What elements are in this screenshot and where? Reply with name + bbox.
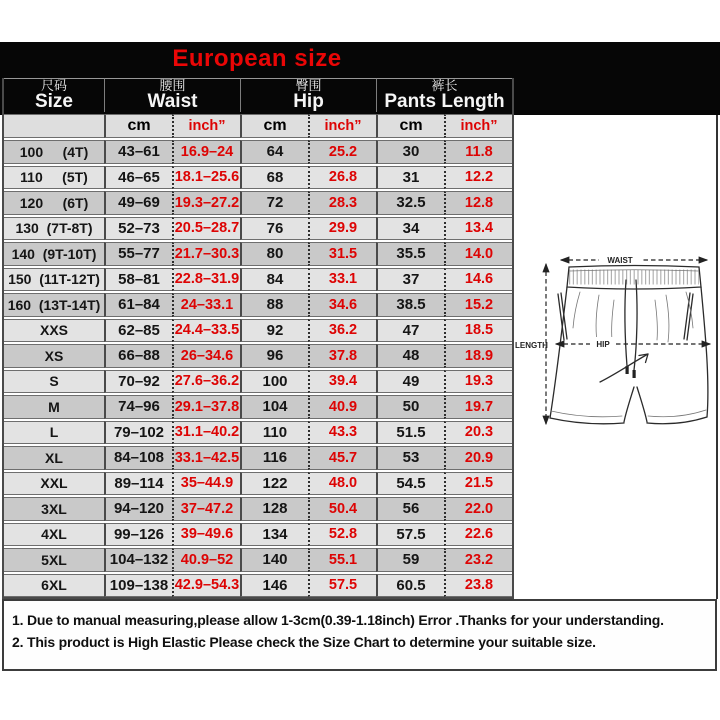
cell-waist_in: 19.3–27.2 (172, 191, 240, 215)
cell-len_cm: 37 (376, 268, 444, 292)
cell-hip_cm: 146 (240, 574, 308, 598)
cell-hip_cm: 80 (240, 242, 308, 266)
cell-hip_in: 43.3 (308, 421, 376, 445)
cell-waist_in: 22.8–31.9 (172, 268, 240, 292)
cell-size: L (4, 421, 104, 445)
wrinkle (666, 295, 669, 342)
cell-waist_cm: 84–108 (104, 446, 172, 470)
column-header-pants-length-en: Pants Length (384, 91, 505, 113)
cell-len_cm: 35.5 (376, 242, 444, 266)
cell-size: 140 (9T-10T) (4, 242, 104, 266)
cell-len_in: 20.9 (444, 446, 512, 470)
cell-waist_cm: 61–84 (104, 293, 172, 317)
cell-len_cm: 59 (376, 548, 444, 572)
cell-len_cm: 56 (376, 497, 444, 521)
shorts-sketch (514, 250, 716, 450)
column-header-size (4, 78, 104, 112)
wrinkle (573, 292, 580, 328)
cell-hip_cm: 72 (240, 191, 308, 215)
page-title: European size (172, 45, 342, 72)
cell-len_in: 23.2 (444, 548, 512, 572)
unit-header-length-cm: cm (376, 114, 444, 138)
note-1: 1. Due to manual measuring,please allow 1-3cm(0.39-1.18inch) Error .Thanks for your understanding. (12, 612, 664, 628)
cell-len_in: 19.3 (444, 370, 512, 394)
waist-label: WAIST (607, 256, 633, 265)
cell-hip_cm: 84 (240, 268, 308, 292)
cell-waist_cm: 58–81 (104, 268, 172, 292)
cell-waist_in: 27.6–36.2 (172, 370, 240, 394)
cell-len_cm: 57.5 (376, 523, 444, 547)
cell-len_cm: 50 (376, 395, 444, 419)
drawstring-aglet (633, 370, 636, 378)
cell-waist_cm: 74–96 (104, 395, 172, 419)
cell-waist_cm: 55–77 (104, 242, 172, 266)
cell-hip_cm: 128 (240, 497, 308, 521)
cell-hip_cm: 116 (240, 446, 308, 470)
left-outer-seam (550, 287, 567, 418)
column-header-hip-en: Hip (293, 91, 324, 113)
cell-waist_cm: 89–114 (104, 472, 172, 496)
cell-hip_in: 34.6 (308, 293, 376, 317)
cell-waist_cm: 66–88 (104, 344, 172, 368)
cell-size: 160 (13T-14T) (4, 293, 104, 317)
wrinkle (596, 295, 599, 342)
cell-len_in: 19.7 (444, 395, 512, 419)
cell-hip_in: 25.2 (308, 140, 376, 164)
column-header-hip-cn: 臀围 (295, 77, 322, 93)
cell-hip_in: 40.9 (308, 395, 376, 419)
cell-size: XXL (4, 472, 104, 496)
cell-len_in: 20.3 (444, 421, 512, 445)
cell-waist_cm: 46–65 (104, 166, 172, 190)
cell-len_in: 18.5 (444, 319, 512, 343)
cell-len_in: 11.8 (444, 140, 512, 164)
cell-len_cm: 32.5 (376, 191, 444, 215)
right-hem (647, 417, 707, 424)
shorts-measurement-diagram (514, 115, 718, 599)
cell-hip_in: 39.4 (308, 370, 376, 394)
cell-hip_cm: 88 (240, 293, 308, 317)
cell-waist_in: 40.9–52 (172, 548, 240, 572)
cell-len_in: 14.0 (444, 242, 512, 266)
cell-hip_in: 28.3 (308, 191, 376, 215)
unit-header-blank (4, 114, 104, 138)
cell-hip_in: 26.8 (308, 166, 376, 190)
cell-hip_in: 31.5 (308, 242, 376, 266)
cell-len_cm: 53 (376, 446, 444, 470)
cell-hip_cm: 110 (240, 421, 308, 445)
cell-len_in: 23.8 (444, 574, 512, 598)
cell-hip_in: 48.0 (308, 472, 376, 496)
cell-waist_in: 35–44.9 (172, 472, 240, 496)
cell-len_cm: 48 (376, 344, 444, 368)
drawstring-left (625, 280, 627, 366)
cell-waist_cm: 49–69 (104, 191, 172, 215)
unit-header-waist-cm: cm (104, 114, 172, 138)
cell-hip_in: 50.4 (308, 497, 376, 521)
cell-len_cm: 51.5 (376, 421, 444, 445)
column-header-pants-length-cn: 裤长 (431, 77, 458, 93)
column-header-waist-cn: 腰围 (159, 77, 186, 93)
cell-len_in: 18.9 (444, 344, 512, 368)
cell-waist_in: 39–49.6 (172, 523, 240, 547)
cell-len_cm: 30 (376, 140, 444, 164)
cell-len_in: 22.6 (444, 523, 512, 547)
cell-waist_in: 20.5–28.7 (172, 217, 240, 241)
wrinkle (655, 300, 657, 340)
cell-hip_cm: 68 (240, 166, 308, 190)
cell-waist_in: 29.1–37.8 (172, 395, 240, 419)
cell-size: 4XL (4, 523, 104, 547)
hip-label: HIP (596, 340, 610, 349)
left-hem (550, 418, 624, 424)
unit-header-length-inch: inch” (444, 114, 512, 138)
cell-waist_cm: 99–126 (104, 523, 172, 547)
cell-waist_in: 24–33.1 (172, 293, 240, 317)
cell-len_cm: 47 (376, 319, 444, 343)
cell-len_cm: 34 (376, 217, 444, 241)
cell-size: 100 (4T) (4, 140, 104, 164)
cell-hip_in: 45.7 (308, 446, 376, 470)
cell-size: 110 (5T) (4, 166, 104, 190)
cell-len_cm: 54.5 (376, 472, 444, 496)
cell-size: 5XL (4, 548, 104, 572)
cell-waist_cm: 62–85 (104, 319, 172, 343)
cell-hip_in: 33.1 (308, 268, 376, 292)
cell-size: M (4, 395, 104, 419)
length-label: LENGTH (515, 341, 548, 350)
size-table (2, 78, 514, 599)
cell-hip_cm: 64 (240, 140, 308, 164)
cell-size: XL (4, 446, 104, 470)
unit-header-waist-inch: inch” (172, 114, 240, 138)
cell-hip_cm: 96 (240, 344, 308, 368)
arrow-mark (600, 354, 648, 382)
cell-waist_in: 16.9–24 (172, 140, 240, 164)
cell-hip_cm: 100 (240, 370, 308, 394)
column-header-pants-length (376, 78, 512, 112)
cell-len_cm: 38.5 (376, 293, 444, 317)
column-header-size-cn: 尺码 (40, 77, 67, 93)
cell-waist_in: 31.1–40.2 (172, 421, 240, 445)
cell-size: 6XL (4, 574, 104, 598)
cell-waist_in: 26–34.6 (172, 344, 240, 368)
cell-len_in: 12.2 (444, 166, 512, 190)
cell-waist_cm: 104–132 (104, 548, 172, 572)
cell-len_in: 22.0 (444, 497, 512, 521)
cell-waist_cm: 43–61 (104, 140, 172, 164)
cell-hip_cm: 140 (240, 548, 308, 572)
cell-size: 3XL (4, 497, 104, 521)
drawstring-right (634, 280, 637, 370)
cell-hip_in: 37.8 (308, 344, 376, 368)
cell-hip_cm: 92 (240, 319, 308, 343)
left-inner-seam (624, 387, 634, 422)
cell-len_in: 15.2 (444, 293, 512, 317)
cell-waist_cm: 109–138 (104, 574, 172, 598)
cell-size: 120 (6T) (4, 191, 104, 215)
cell-size: S (4, 370, 104, 394)
footer-notes (2, 599, 717, 671)
cell-hip_cm: 76 (240, 217, 308, 241)
unit-header-hip-inch: inch” (308, 114, 376, 138)
cell-hip_cm: 122 (240, 472, 308, 496)
unit-header-hip-cm: cm (240, 114, 308, 138)
cell-len_in: 12.8 (444, 191, 512, 215)
right-inner-seam (637, 387, 647, 422)
cell-waist_cm: 52–73 (104, 217, 172, 241)
cell-hip_in: 57.5 (308, 574, 376, 598)
cell-waist_in: 37–47.2 (172, 497, 240, 521)
column-header-waist-en: Waist (147, 91, 198, 113)
cell-len_cm: 60.5 (376, 574, 444, 598)
cell-waist_in: 33.1–42.5 (172, 446, 240, 470)
left-cuff-line (551, 411, 622, 417)
cell-hip_in: 29.9 (308, 217, 376, 241)
column-header-waist (104, 78, 240, 112)
cell-waist_cm: 94–120 (104, 497, 172, 521)
cell-hip_in: 36.2 (308, 319, 376, 343)
cell-waist_in: 18.1–25.6 (172, 166, 240, 190)
cell-hip_in: 55.1 (308, 548, 376, 572)
cell-len_in: 14.6 (444, 268, 512, 292)
wrinkle (612, 300, 614, 340)
note-2: 2. This product is High Elastic Please check the Size Chart to determine your suitable size. (12, 633, 596, 650)
cell-len_in: 13.4 (444, 217, 512, 241)
cell-len_in: 21.5 (444, 472, 512, 496)
right-outer-seam (701, 287, 708, 417)
cell-waist_in: 24.4–33.5 (172, 319, 240, 343)
cell-len_cm: 31 (376, 166, 444, 190)
cell-len_cm: 49 (376, 370, 444, 394)
cell-waist_cm: 79–102 (104, 421, 172, 445)
cell-size: 150 (11T-12T) (4, 268, 104, 292)
column-header-size-en: Size (34, 91, 74, 113)
cell-waist_in: 21.7–30.3 (172, 242, 240, 266)
cell-hip_cm: 134 (240, 523, 308, 547)
cell-size: XXS (4, 319, 104, 343)
column-header-hip (240, 78, 376, 112)
right-cuff-line (648, 410, 706, 417)
cell-waist_cm: 70–92 (104, 370, 172, 394)
cell-size: 130 (7T-8T) (4, 217, 104, 241)
cell-waist_in: 42.9–54.3 (172, 574, 240, 598)
cell-hip_cm: 104 (240, 395, 308, 419)
cell-size: XS (4, 344, 104, 368)
cell-hip_in: 52.8 (308, 523, 376, 547)
